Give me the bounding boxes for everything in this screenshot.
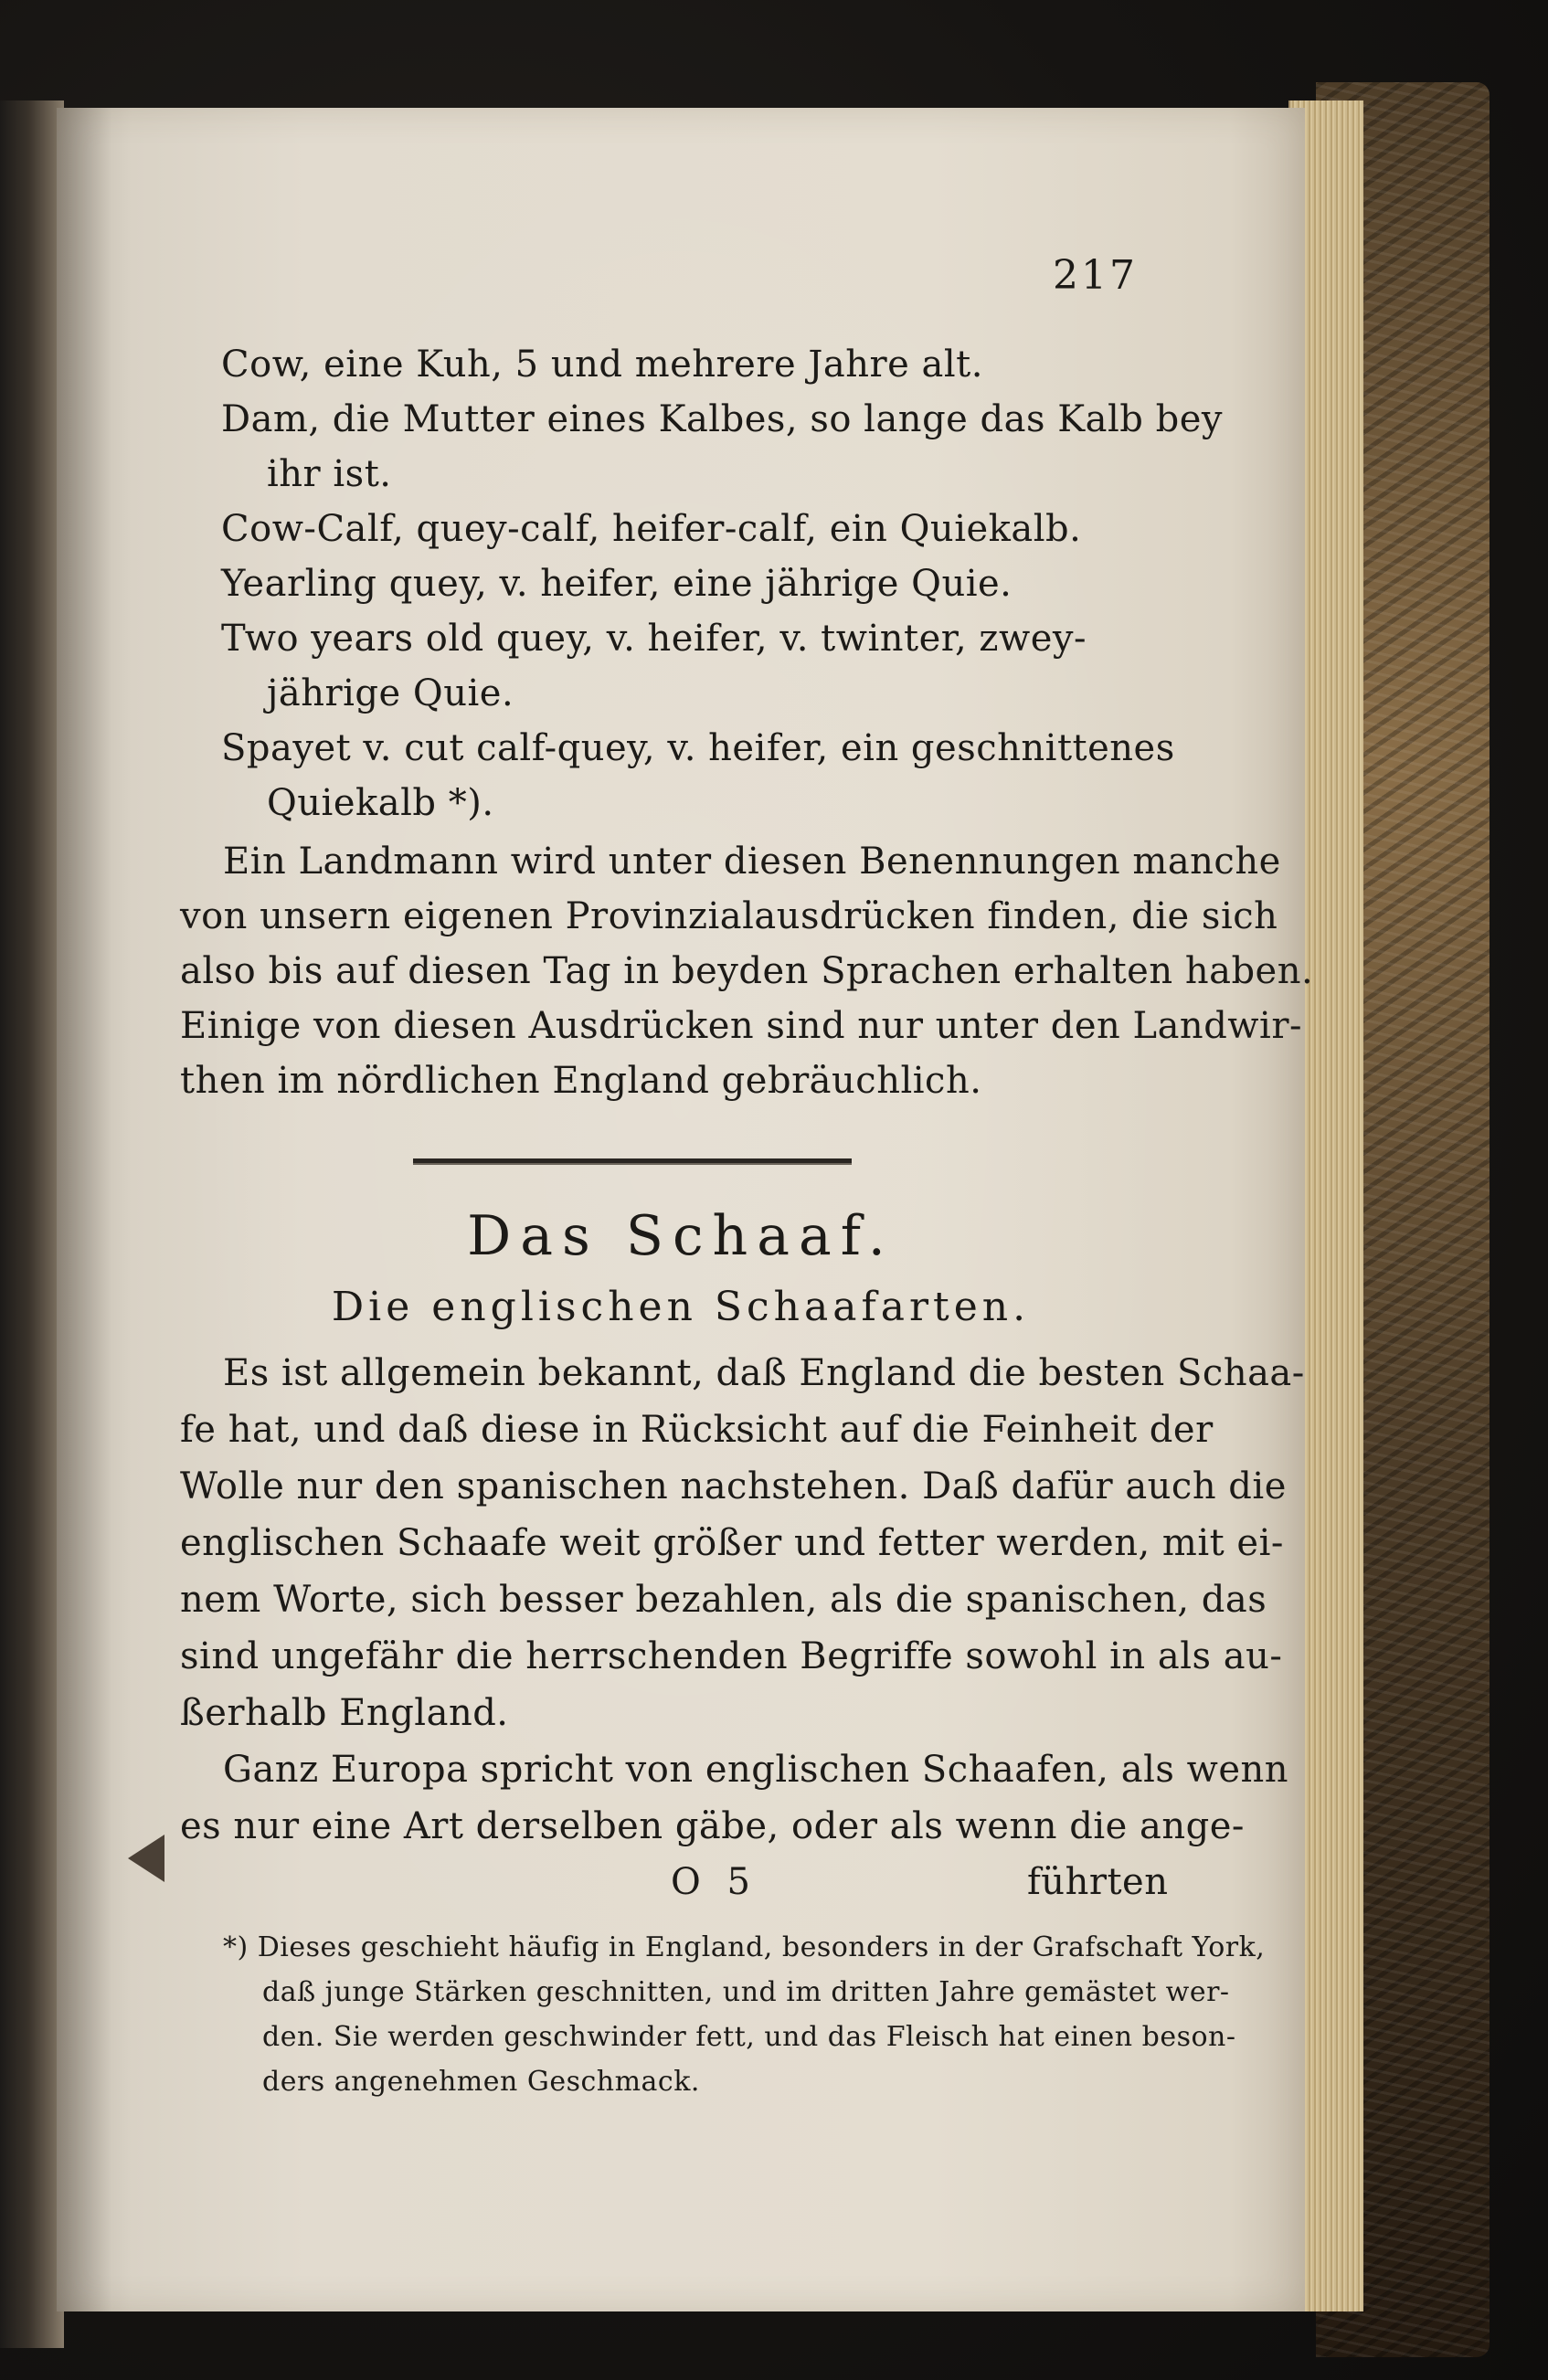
footnote-line: ders angenehmen Geschmack. [262, 2066, 700, 2098]
vocabulary-line: Cow, eine Kuh, 5 und mehrere Jahre alt. [221, 344, 983, 386]
paragraph-line: Einige von diesen Ausdrücken sind nur unter den Landwir- [180, 1005, 1302, 1047]
book-page [57, 108, 1314, 2311]
paragraph-line: Ganz Europa spricht von englischen Schaafen, als wenn [223, 1749, 1289, 1791]
vocabulary-line: Cow-Calf, quey-calf, heifer-calf, ein Quiekalb. [221, 508, 1082, 550]
vocabulary-line: Two years old quey, v. heifer, v. twinter, zwey- [221, 618, 1087, 660]
paragraph-line: von unsern eigenen Provinzialausdrücken finden, die sich [180, 895, 1278, 937]
paragraph-line: es nur eine Art derselben gäbe, oder als wenn die ange- [180, 1805, 1245, 1847]
vocabulary-line: Yearling quey, v. heifer, eine jährige Quie. [221, 563, 1013, 605]
vocabulary-line: Dam, die Mutter eines Kalbes, so lange das Kalb bey [221, 398, 1223, 440]
paragraph-line: ßerhalb England. [180, 1692, 509, 1734]
paragraph-line: englischen Schaafe weit größer und fetter werden, mit ei- [180, 1522, 1284, 1564]
paragraph-line: nem Worte, sich besser bezahlen, als die spanischen, das [180, 1579, 1267, 1621]
facing-page-edge [0, 100, 64, 2348]
paragraph-line: then im nördlichen England gebräuchlich. [180, 1060, 982, 1102]
vocabulary-line: Quiekalb *). [267, 782, 494, 824]
paragraph-line: sind ungefähr die herrschenden Begriffe sowohl in als au- [180, 1635, 1283, 1677]
margin-arrow-icon [128, 1835, 164, 1882]
vocabulary-line: ihr ist. [267, 453, 392, 495]
paragraph-line: Wolle nur den spanischen nachstehen. Daß dafür auch die [180, 1465, 1287, 1507]
catchword: führten [1027, 1861, 1169, 1903]
section-subtitle: Die englischen Schaafarten. [331, 1284, 1031, 1330]
section-title: Das Schaaf. [467, 1204, 895, 1268]
paragraph-line: also bis auf diesen Tag in beyden Sprachen erhalten haben. [180, 950, 1314, 992]
footnote-line: den. Sie werden geschwinder fett, und das Fleisch hat einen beson- [262, 2021, 1236, 2053]
footnote-line: *) Dieses geschieht häufig in England, besonders in der Grafschaft York, [223, 1931, 1266, 1963]
paragraph-line: fe hat, und daß diese in Rücksicht auf die Feinheit der [180, 1409, 1214, 1451]
page-number: 217 [1053, 252, 1138, 299]
footnote-line: daß junge Stärken geschnitten, und im dritten Jahre gemästet wer- [262, 1976, 1230, 2008]
signature-mark: O 5 [671, 1861, 758, 1903]
paragraph-line: Es ist allgemein bekannt, daß England die besten Schaa- [223, 1352, 1305, 1394]
paragraph-line: Ein Landmann wird unter diesen Benennungen manche [223, 841, 1281, 883]
section-divider [413, 1158, 852, 1163]
vocabulary-line: Spayet v. cut calf-quey, v. heifer, ein geschnittenes [221, 727, 1175, 769]
vocabulary-line: jährige Quie. [267, 672, 514, 714]
